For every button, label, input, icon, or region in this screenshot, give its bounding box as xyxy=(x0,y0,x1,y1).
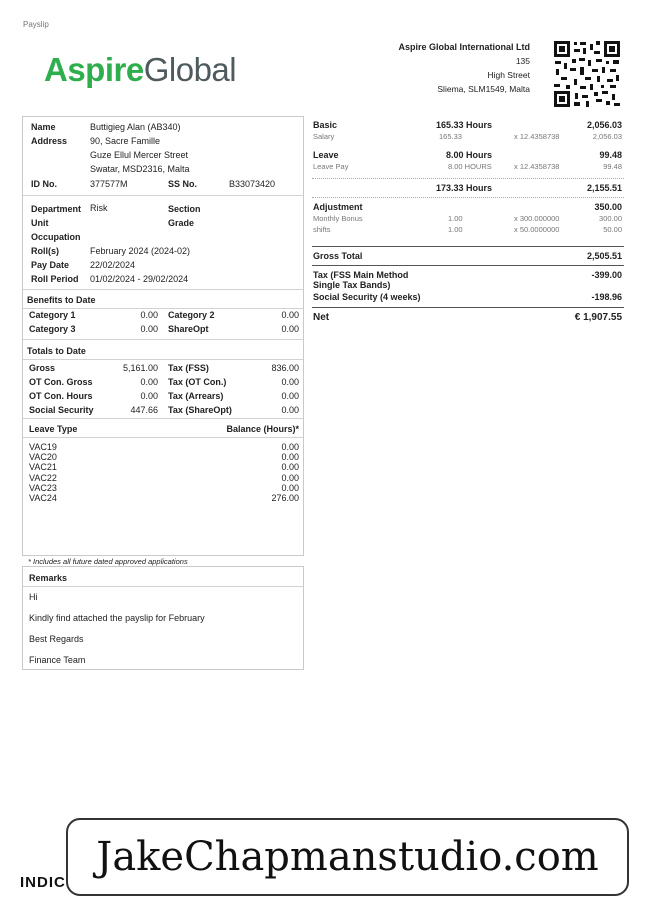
basic-label: Basic xyxy=(313,120,338,130)
remarks-panel xyxy=(22,566,304,670)
remarks-title: Remarks xyxy=(29,573,68,583)
category2-label: Category 2 xyxy=(168,310,215,320)
social-security-label: Social Security xyxy=(29,405,94,415)
leave-amount: 99.48 xyxy=(599,150,622,160)
social-security-deduction-amount: -198.96 xyxy=(591,292,622,302)
leave-balance-cell: 0.00 xyxy=(281,452,299,463)
shifts-qty: 1.00 xyxy=(448,225,463,234)
address-line1: 90, Sacre Famille xyxy=(90,136,161,146)
department-value: Risk xyxy=(90,203,108,213)
category3-value: 0.00 xyxy=(140,324,158,334)
remarks-line2: Kindly find attached the payslip for February xyxy=(29,613,205,623)
tax-shareopt-value: 0.00 xyxy=(281,405,299,415)
salary-label: Salary xyxy=(313,132,335,141)
roll-label: Roll(s) xyxy=(31,246,59,256)
salary-amount: 2,056.03 xyxy=(592,132,622,141)
ss-label: SS No. xyxy=(168,179,198,189)
company-address-line1: 135 xyxy=(515,56,530,66)
leave-pay-amount: 99.48 xyxy=(603,162,622,171)
leave-type-cell: VAC19 xyxy=(29,442,57,452)
tax-shareopt-label: Tax (ShareOpt) xyxy=(168,405,232,415)
leave-pay-rate: x 12.4358738 xyxy=(514,162,560,171)
adjustment-amount: 350.00 xyxy=(594,202,622,212)
document-title: Payslip xyxy=(23,20,49,29)
leave-balance-cell: 0.00 xyxy=(281,442,299,452)
shifts-label: shifts xyxy=(313,225,331,234)
tax-ot-value: 0.00 xyxy=(281,377,299,387)
shifts-rate: x 50.0000000 xyxy=(514,225,560,234)
tax-arrears-value: 0.00 xyxy=(281,391,299,401)
tax-amount: -399.00 xyxy=(591,270,622,280)
tax-label-line2: Single Tax Bands) xyxy=(313,280,391,290)
social-security-deduction-label: Social Security (4 weeks) xyxy=(313,292,421,302)
category1-label: Category 1 xyxy=(29,310,76,320)
ot-gross-value: 0.00 xyxy=(140,377,158,387)
tax-ot-label: Tax (OT Con.) xyxy=(168,377,227,387)
category1-value: 0.00 xyxy=(140,310,158,320)
category2-value: 0.00 xyxy=(281,310,299,320)
leave-type-cell: VAC21 xyxy=(29,462,57,473)
ss-value: B33073420 xyxy=(229,179,276,189)
pay-details-panel xyxy=(312,116,624,331)
paydate-value: 22/02/2024 xyxy=(90,260,136,270)
leave-balance-cell: 0.00 xyxy=(281,462,299,473)
leave-label: Leave xyxy=(313,150,339,160)
company-address xyxy=(398,40,530,96)
gross-total-label: Gross Total xyxy=(313,251,363,261)
period-value: 01/02/2024 - 29/02/2024 xyxy=(90,274,189,284)
leave-type-header: Leave Type xyxy=(29,424,78,434)
basic-hours: 165.33 Hours xyxy=(436,120,493,130)
leave-type-cell: VAC23 xyxy=(29,482,57,493)
tax-fss-label: Tax (FSS) xyxy=(168,363,209,373)
gross-label: Gross xyxy=(29,363,56,373)
company-address-line3: Sliema, SLM1549, Malta xyxy=(437,84,530,94)
occupation-label: Occupation xyxy=(31,232,81,242)
remarks-line1: Hi xyxy=(29,592,38,602)
benefits-title: Benefits to Date xyxy=(27,295,96,305)
unit-label: Unit xyxy=(31,218,49,228)
leave-balance-header: Balance (Hours)* xyxy=(226,424,299,434)
salary-qty: 165.33 xyxy=(439,132,462,141)
grade-label: Grade xyxy=(168,218,195,228)
employee-name: Buttigieg Alan (AB340) xyxy=(90,122,181,132)
leave-pay-qty: 8.00 HOURS xyxy=(448,162,492,171)
adjustment-label: Adjustment xyxy=(313,202,363,212)
name-label: Name xyxy=(31,122,56,132)
section-label: Section xyxy=(168,204,201,214)
leave-balance-cell: 0.00 xyxy=(281,472,299,483)
address-line2: Guze Ellul Mercer Street xyxy=(90,150,189,160)
roll-value: February 2024 (2024-02) xyxy=(90,246,191,256)
ot-hours-label: OT Con. Hours xyxy=(29,391,93,401)
monthly-bonus-qty: 1.00 xyxy=(448,214,463,223)
gross-total-amount: 2,505.51 xyxy=(586,251,622,261)
qr-code xyxy=(552,39,622,109)
address-label: Address xyxy=(31,136,68,146)
basic-amount: 2,056.03 xyxy=(586,120,622,130)
shifts-amount: 50.00 xyxy=(603,225,622,234)
id-value: 377577M xyxy=(90,179,128,189)
company-name: Aspire Global International Ltd xyxy=(398,42,530,52)
ot-hours-value: 0.00 xyxy=(140,391,158,401)
monthly-bonus-amount: 300.00 xyxy=(599,214,622,223)
monthly-bonus-rate: x 300.000000 xyxy=(514,214,560,223)
leave-type-cell: VAC24 xyxy=(29,493,57,503)
subtotal-amount: 2,155.51 xyxy=(586,183,622,193)
tax-fss-value: 836.00 xyxy=(271,363,299,373)
remarks-line4: Finance Team xyxy=(29,655,86,665)
id-label: ID No. xyxy=(31,179,57,189)
leave-footnote: * Includes all future dated approved applications xyxy=(28,557,188,566)
watermark-banner: JakeChapmanstudio.com xyxy=(66,818,629,896)
company-logo xyxy=(44,52,280,90)
leave-balance-cell: 0.00 xyxy=(281,482,299,493)
period-label: Roll Period xyxy=(31,274,79,284)
social-security-value: 447.66 xyxy=(130,405,158,415)
shareopt-value: 0.00 xyxy=(281,324,299,334)
leave-pay-label: Leave Pay xyxy=(313,162,349,171)
employee-details-panel xyxy=(22,116,304,556)
totals-title: Totals to Date xyxy=(27,346,86,356)
department-label: Department xyxy=(31,204,82,214)
leave-type-cell: VAC20 xyxy=(29,452,57,463)
logo-part-global: Global xyxy=(143,51,237,88)
logo-part-aspire: Aspire xyxy=(44,51,144,88)
subtotal-hours: 173.33 Hours xyxy=(436,183,493,193)
ot-gross-label: OT Con. Gross xyxy=(29,377,93,387)
tax-label-line1: Tax (FSS Main Method xyxy=(313,270,409,280)
address-line3: Swatar, MSD2316, Malta xyxy=(90,164,190,174)
category3-label: Category 3 xyxy=(29,324,76,334)
net-amount: € 1,907.55 xyxy=(574,312,622,323)
paydate-label: Pay Date xyxy=(31,260,70,270)
company-address-line2: High Street xyxy=(487,70,530,80)
salary-rate: x 12.4358738 xyxy=(514,132,560,141)
leave-type-cell: VAC22 xyxy=(29,472,57,483)
net-label: Net xyxy=(313,312,330,323)
tax-arrears-label: Tax (Arrears) xyxy=(168,391,224,401)
leave-balance-cell: 276.00 xyxy=(271,493,299,503)
shareopt-label: ShareOpt xyxy=(168,324,209,334)
gross-value: 5,161.00 xyxy=(122,363,158,373)
bottom-logo: INDIC xyxy=(20,874,66,891)
remarks-line3: Best Regards xyxy=(29,634,84,644)
leave-hours: 8.00 Hours xyxy=(446,150,493,160)
monthly-bonus-label: Monthly Bonus xyxy=(313,214,363,223)
